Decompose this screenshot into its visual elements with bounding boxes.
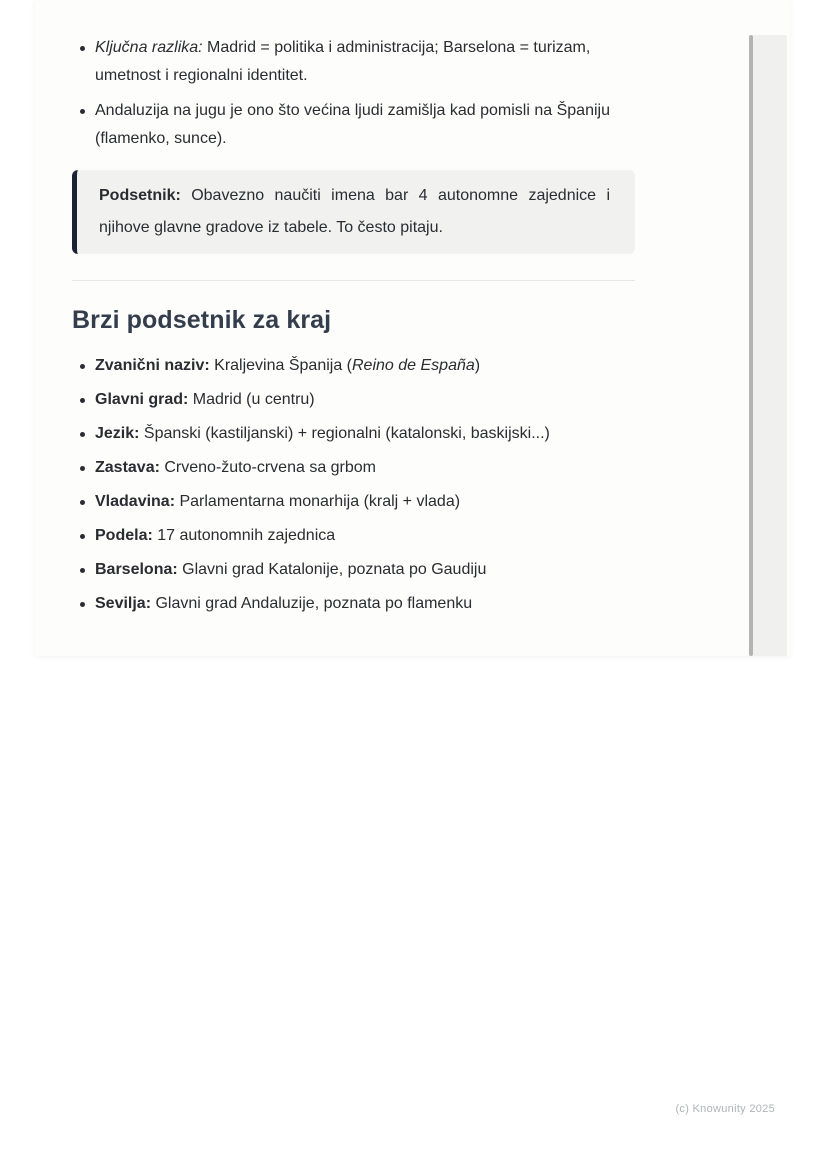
summary-item-label: Zvanični naziv: xyxy=(95,357,210,374)
summary-item-label: Jezik: xyxy=(95,425,140,442)
summary-item-text: Glavni grad Andaluzije, poznata po flamenku xyxy=(151,595,473,612)
summary-item-sevilla xyxy=(95,594,635,614)
summary-item-flag xyxy=(95,458,635,478)
bullet-item-andalusia xyxy=(95,97,635,153)
summary-item-text: Španski (kastiljanski) + regionalni (katalonski, baskijski...) xyxy=(139,425,550,442)
reminder-callout-box xyxy=(72,170,635,254)
section-divider xyxy=(72,280,635,281)
copyright-footer: (c) Knowunity 2025 xyxy=(675,1103,775,1115)
summary-item-barcelona xyxy=(95,560,635,580)
summary-item-official-name xyxy=(95,356,635,376)
bullet-text: Andaluzija na jugu je ono što većina ljudi zamišlja kad pomisli na Španiju (flamenko, sunce). xyxy=(95,102,610,147)
summary-item-text: Crveno-žuto-crvena sa grbom xyxy=(159,459,377,476)
summary-item-label: Sevilja: xyxy=(95,595,152,612)
bullet-item-key-difference xyxy=(95,34,635,90)
document-page xyxy=(35,0,790,656)
callout-text: Obavezno naučiti imena bar 4 autonomne zajednice i njihove glavne gradove iz tabele. To često pitaju. xyxy=(99,187,610,236)
scrollbar-track[interactable] xyxy=(749,35,787,656)
summary-item-text: Glavni grad Katalonije, poznata po Gaudiju xyxy=(177,561,487,578)
summary-item-label: Zastava: xyxy=(95,459,160,476)
summary-item-division xyxy=(95,526,635,546)
summary-list xyxy=(72,356,635,614)
summary-item-capital xyxy=(95,390,635,410)
summary-item-text: Kraljevina Španija ( xyxy=(209,357,352,374)
summary-item-text: Parlamentarna monarhija (kralj + vlada) xyxy=(175,493,461,510)
summary-item-label: Barselona: xyxy=(95,561,178,578)
notes-bullet-list xyxy=(72,34,635,153)
summary-item-italic: Reino de España xyxy=(352,357,475,374)
reminder-callout-paragraph xyxy=(99,180,610,244)
summary-item-language xyxy=(95,424,635,444)
scrollbar-thumb[interactable] xyxy=(749,35,753,656)
document-content xyxy=(72,0,635,628)
summary-item-label: Podela: xyxy=(95,527,153,544)
summary-item-text: Madrid (u centru) xyxy=(188,391,315,408)
summary-item-text: 17 autonomnih zajednica xyxy=(152,527,336,544)
summary-item-government xyxy=(95,492,635,512)
callout-label: Podsetnik: xyxy=(99,187,181,204)
summary-item-label: Vladavina: xyxy=(95,493,176,510)
summary-item-suffix: ) xyxy=(474,357,481,374)
bullet-text: Madrid = politika i administracija; Barselona = turizam, umetnost i regionalni identitet. xyxy=(95,39,591,84)
section-heading: Brzi podsetnik za kraj xyxy=(72,306,332,334)
bullet-italic-lead: Ključna razlika: xyxy=(95,39,203,56)
summary-item-label: Glavni grad: xyxy=(95,391,189,408)
